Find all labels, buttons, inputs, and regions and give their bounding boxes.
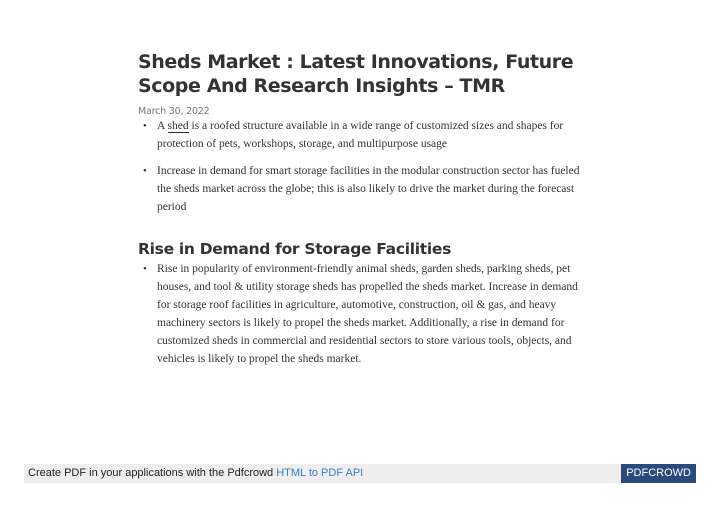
bullet-text-suffix: is a roofed structure available in a wide range of customized sizes and shapes for protection of pets, workshops, storage, and multipurpose usage — [157, 120, 564, 150]
list-item — [138, 117, 588, 153]
bullet-text-prefix: A — [157, 120, 168, 132]
html-to-pdf-api-link[interactable]: HTML to PDF API — [276, 467, 364, 479]
footer-text — [28, 467, 363, 479]
section-heading: Rise in Demand for Storage Facilities — [138, 240, 452, 258]
publish-date: March 30, 2022 — [138, 106, 210, 117]
shed-link[interactable]: shed — [167, 120, 189, 132]
article-title: Sheds Market : Latest Innovations, Future Scope And Research Insights – TMR — [138, 51, 574, 97]
intro-bullet-list — [138, 117, 588, 216]
article — [138, 50, 588, 368]
list-item: • Increase in demand for smart storage facilities in the modular construction sector has fueled the sheds market across the globe; this is also likely to drive the market during the forecast period — [138, 162, 588, 216]
list-item: • Rise in popularity of environment-friendly animal sheds, garden sheds, parking sheds, pet houses, and tool & utility storage sheds has propelled the sheds market. Increase in demand for storage roof facilities in agriculture, automotive, construction, oil & gas, and heavy machinery sectors is likely to propel the sheds market. Additionally, a rise in demand for customized sheds in commercial and residential sectors to store various tools, objects, and vehicles is likely to propel the sheds market. — [138, 260, 588, 368]
pdfcrowd-badge[interactable]: PDFCROWD — [621, 464, 696, 483]
pdfcrowd-footer — [24, 464, 696, 483]
section-bullet-list — [138, 260, 588, 368]
footer-label: Create PDF in your applications with the Pdfcrowd — [28, 467, 277, 479]
